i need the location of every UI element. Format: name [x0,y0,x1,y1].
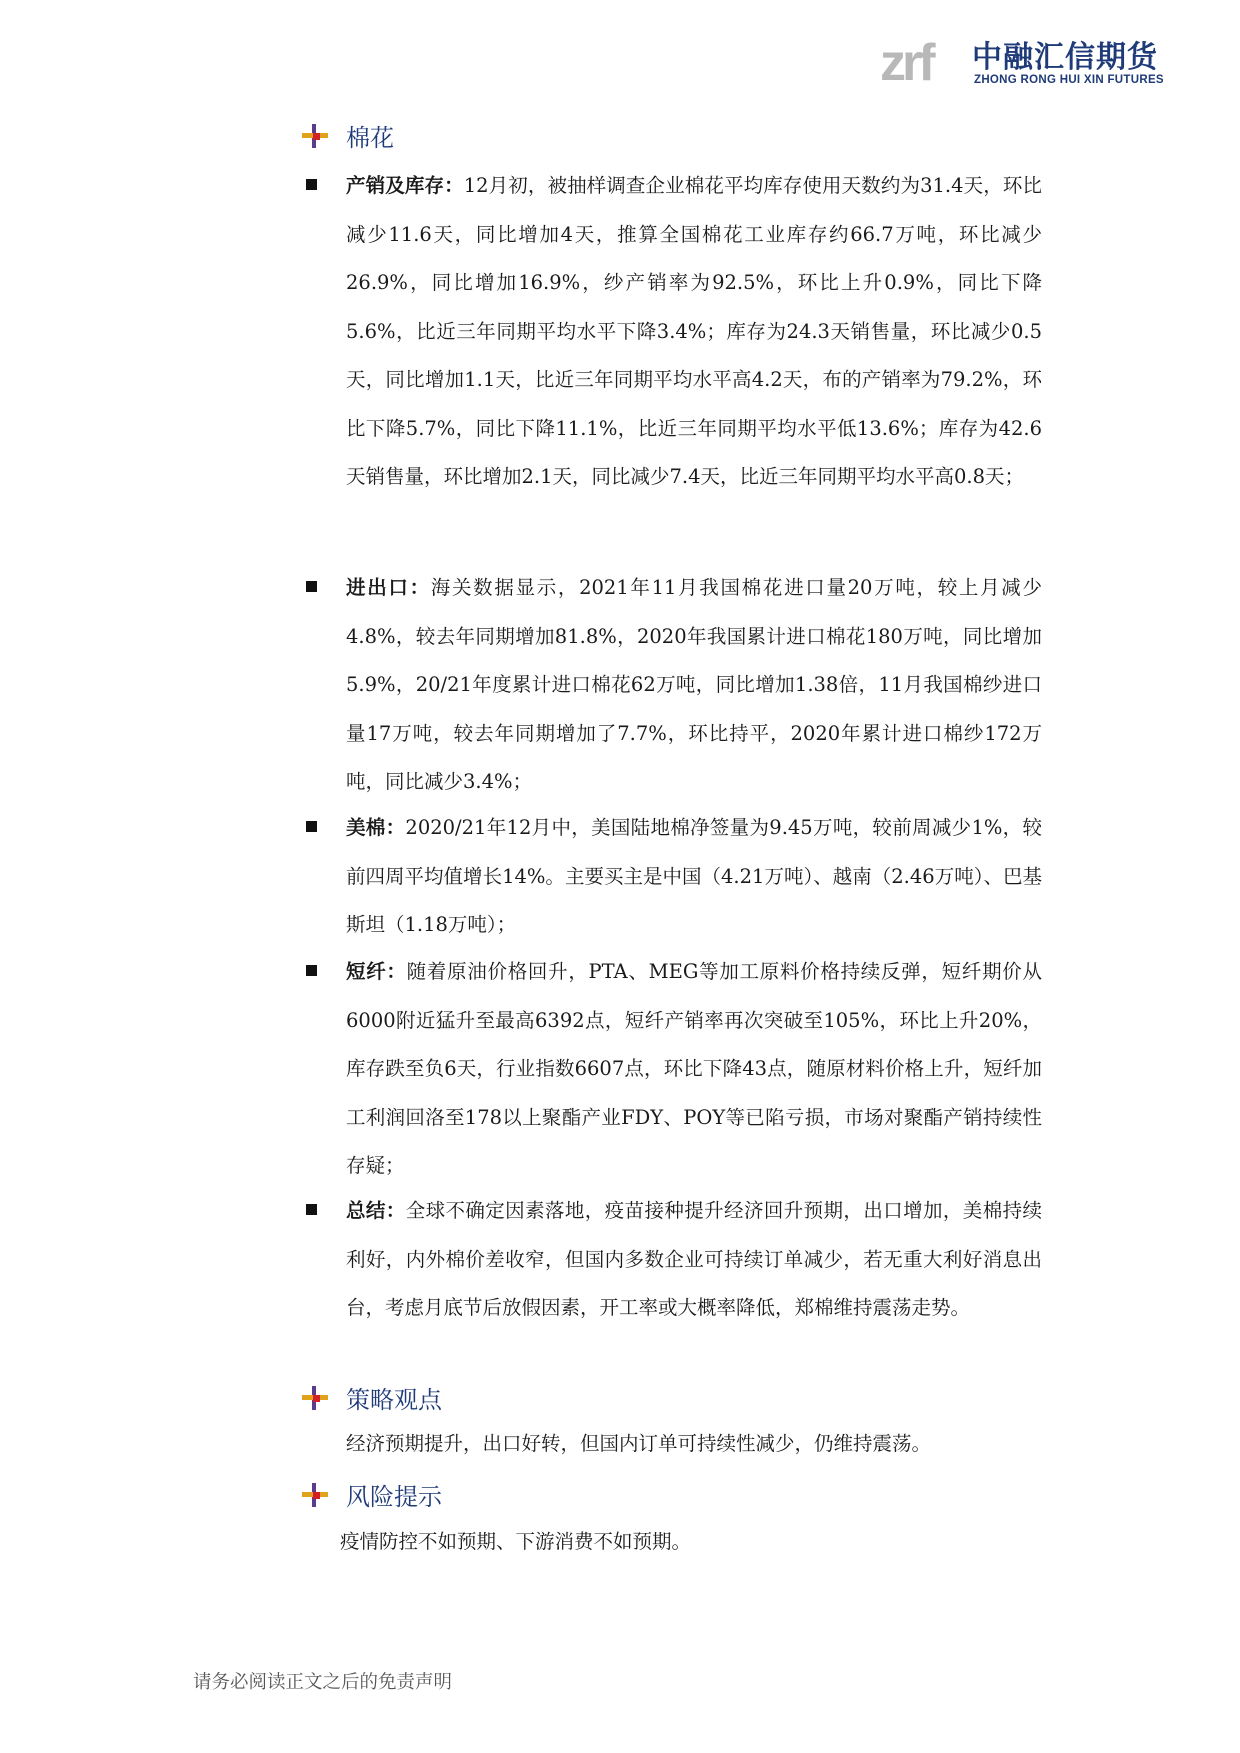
zrf-logo-mark [880,28,970,90]
logo-en-name: ZHONG RONG HUI XIN FUTURES [974,74,1164,86]
bullet-square-icon [306,179,317,190]
bullet-paragraph [346,948,1042,1191]
company-logo [880,28,1170,96]
bullet-label: 进出口： [346,576,431,599]
section-title: 风险提示 [346,1483,442,1511]
logo-cn-name: 中融汇信期货 [972,40,1158,75]
bullet-text: 12月初，被抽样调查企业棉花平均库存使用天数约为31.4天，环比减少11.6天，同比增加4天，推算全国棉花工业库存约66.7万吨，环比减少26.9%，同比增加16.9%，纱产销率为92.5%，环比上升0.9%，同比下降5.6%，比近三年同期平均水平下降3.4%；库存为24.3天销售量，环比减少0.5天，同比增加1.1天，比近三年同期平均水平高4.2天，布的产销率为79.2%，环比下降5.7%，同比下降11.1%，比近三年同期平均水平低13.6%；库存为42.6天销售量，环比增加2.1天，同比减少7.4天，比近三年同期平均水平高0.8天； [346,174,1042,488]
section-marker-icon [302,1386,328,1410]
bullet-square-icon [306,965,317,976]
bullet-label: 美棉： [346,816,406,839]
bullet-text: 全球不确定因素落地，疫苗接种提升经济回升预期，出口增加，美棉持续利好，内外棉价差收窄，但国内多数企业可持续订单减少，若无重大利好消息出台，考虑月底节后放假因素，开工率或大概率降低，郑棉维持震荡走势。 [346,1199,1042,1319]
section-title: 棉花 [346,124,394,152]
bullet-item [302,162,1042,502]
section-marker-icon [302,124,328,148]
bullet-paragraph [346,564,1042,807]
section-title: 策略观点 [346,1386,442,1414]
bullet-label: 产销及库存： [346,174,464,197]
bullet-item [302,1187,1042,1333]
bullet-item [302,564,1042,807]
bullet-square-icon [306,581,317,592]
bullet-square-icon [306,821,317,832]
bullet-text: 海关数据显示，2021年11月我国棉花进口量20万吨，较上月减少4.8%，较去年同期增加81.8%，2020年我国累计进口棉花180万吨，同比增加5.9%，20/21年度累计进口棉花62万吨，同比增加1.38倍，11月我国棉纱进口量17万吨，较去年同期增加了7.7%，环比持平，2020年累计进口棉纱172万吨，同比减少3.4%； [346,576,1042,793]
section-marker-icon [302,1483,328,1507]
strategy-text: 经济预期提升，出口好转，但国内订单可持续性减少，仍维持震荡。 [346,1432,932,1455]
bullet-item [302,804,1042,950]
risk-text: 疫情防控不如预期、下游消费不如预期。 [340,1530,692,1553]
logo-mark-text: zrf [880,34,932,90]
bullet-paragraph [346,1187,1042,1333]
footer-disclaimer: 请务必阅读正文之后的免责声明 [193,1672,453,1693]
bullet-paragraph [346,804,1042,950]
bullet-label: 短纤： [346,960,407,983]
bullet-label: 总结： [346,1199,406,1222]
bullet-paragraph [346,162,1042,502]
bullet-text: 随着原油价格回升，PTA、MEG等加工原料价格持续反弹，短纤期价从6000附近猛升至最高6392点，短纤产销率再次突破至105%，环比上升20%，库存跌至负6天，行业指数6607点，环比下降43点，随原材料价格上升，短纤加工利润回洛至178以上聚酯产业FDY、POY等已陷亏损，市场对聚酯产销持续性存疑； [346,960,1042,1177]
bullet-text: 2020/21年12月中，美国陆地棉净签量为9.45万吨，较前周减少1%，较前四周平均值增长14%。主要买主是中国（4.21万吨）、越南（2.46万吨）、巴基斯坦（1.18万吨）； [346,816,1042,936]
bullet-item [302,948,1042,1191]
bullet-square-icon [306,1204,317,1215]
